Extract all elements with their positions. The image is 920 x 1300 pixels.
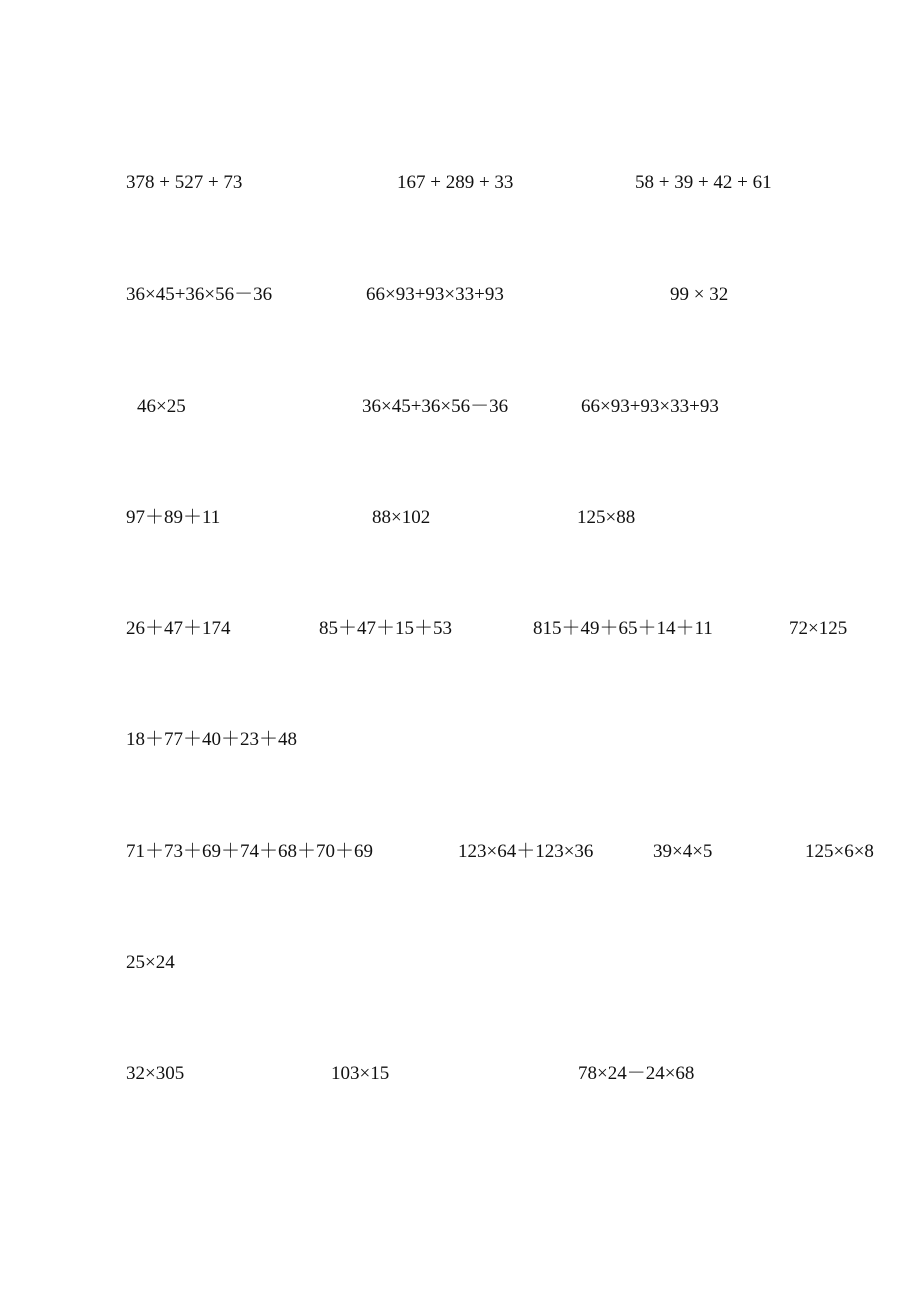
problem-7-2: 123×64＋123×36	[458, 841, 594, 862]
problem-6-1: 18＋77＋40＋23＋48	[126, 729, 298, 750]
problem-7-4: 125×6×8	[805, 841, 874, 862]
problem-5-2: 85＋47＋15＋53	[319, 618, 453, 639]
problem-1-3: 58 + 39 + 42 + 61	[635, 172, 772, 193]
problem-7-1: 71＋73＋69＋74＋68＋70＋69	[126, 841, 374, 862]
problem-9-2: 103×15	[331, 1063, 390, 1084]
problem-5-1: 26＋47＋174	[126, 618, 231, 639]
problem-9-1: 32×305	[126, 1063, 185, 1084]
problem-1-1: 378 + 527 + 73	[126, 172, 243, 193]
problem-3-2: 36×45+36×56－36	[362, 396, 509, 417]
problem-3-1: 46×25	[137, 396, 186, 417]
problem-1-2: 167 + 289 + 33	[397, 172, 514, 193]
problem-4-2: 88×102	[372, 507, 431, 528]
problem-2-2: 66×93+93×33+93	[366, 284, 504, 305]
problem-3-3: 66×93+93×33+93	[581, 396, 719, 417]
problem-8-1: 25×24	[126, 952, 175, 973]
problem-7-3: 39×4×5	[653, 841, 713, 862]
problem-4-3: 125×88	[577, 507, 636, 528]
problem-2-1: 36×45+36×56－36	[126, 284, 273, 305]
problem-5-4: 72×125	[789, 618, 848, 639]
problem-5-3: 815＋49＋65＋14＋11	[533, 618, 713, 639]
problem-2-3: 99 × 32	[670, 284, 729, 305]
problem-4-1: 97＋89＋11	[126, 507, 221, 528]
problem-9-3: 78×24－24×68	[578, 1063, 695, 1084]
